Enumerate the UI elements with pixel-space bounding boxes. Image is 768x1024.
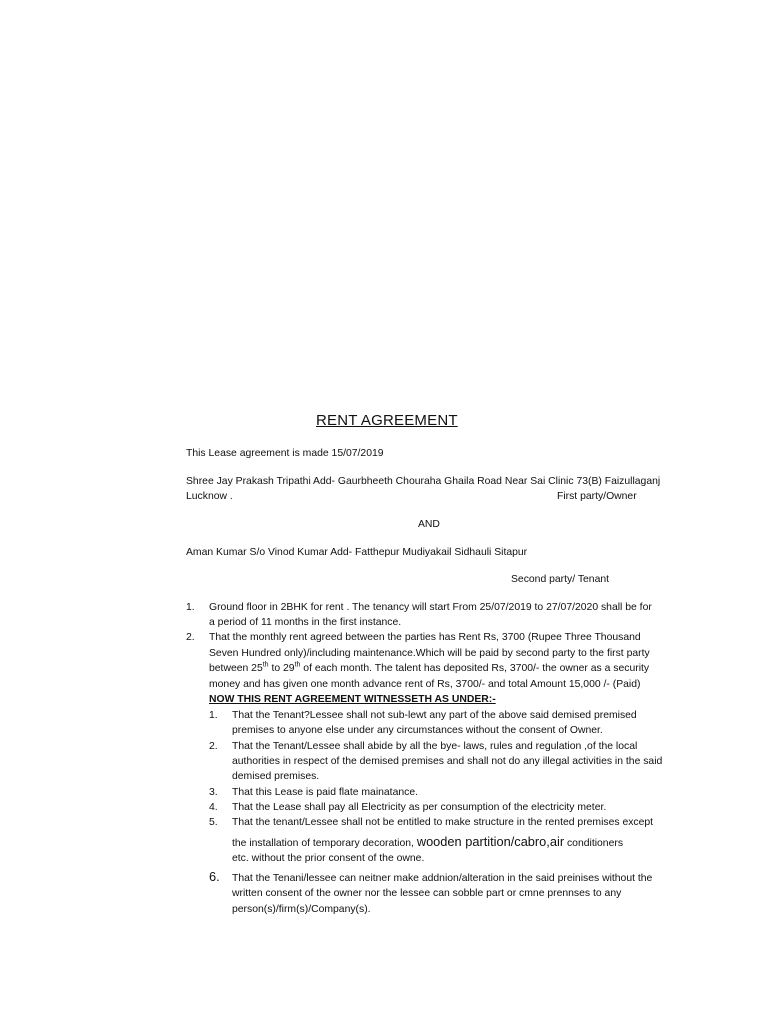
sub-clause-text-line: That the Tenant?Lessee shall not sub-lewt any part of the above said demised premised xyxy=(232,710,637,721)
sub-clause-text-line: That the Tenani/lessee can neitner make addnion/alteration in the said preinises without the xyxy=(232,873,653,884)
second-party-role: Second party/ Tenant xyxy=(511,574,610,585)
sub-clause-text-line xyxy=(232,834,623,851)
sub-clause-text-line: premises to anyone else under any circumstances without the consent of Owner. xyxy=(232,725,603,736)
clause-text-line: a period of 11 months in the first instance. xyxy=(209,617,402,628)
clause-text-line: That the monthly rent agreed between the parties has Rent Rs, 3700 (Rupee Three Thousand xyxy=(209,632,641,643)
first-party-role: First party/Owner xyxy=(557,491,637,502)
text-segment: conditioners xyxy=(564,838,624,849)
clause-text-line xyxy=(209,661,649,676)
text-segment-large: wooden partition/cabro,air xyxy=(416,834,565,849)
sub-clause-text-line: authorities in respect of the demised premises and shall not do any illegal activities in the said xyxy=(232,756,663,767)
sub-clause-text-line: demised premises. xyxy=(232,771,320,782)
clause-text-line: money and has given one month advance rent of Rs, 3700/- and total Amount 15,000 /- (Paid) xyxy=(209,679,641,690)
text-segment: the installation of temporary decoration, xyxy=(232,838,417,849)
clause-text-line: Ground floor in 2BHK for rent . The tenancy will start From 25/07/2019 to 27/07/2020 shall be for xyxy=(209,602,652,613)
first-party-address-line-2: Lucknow . xyxy=(186,491,233,502)
clause-number: 2. xyxy=(186,632,195,643)
sub-clause-text-line: etc. without the prior consent of the owne. xyxy=(232,853,425,864)
sub-clause-number: 1. xyxy=(209,710,218,721)
sub-clause-number: 3. xyxy=(209,787,218,798)
sub-clause-text-line: That this Lease is paid flate mainatance. xyxy=(232,787,418,798)
ordinal-suffix: th xyxy=(294,661,301,669)
document-title: RENT AGREEMENT xyxy=(316,412,458,429)
clause-number: 1. xyxy=(186,602,195,613)
sub-clause-number: 4. xyxy=(209,802,218,813)
sub-clause-number: 2. xyxy=(209,741,218,752)
text-segment: between 25 xyxy=(209,663,263,674)
agreement-date-line: This Lease agreement is made 15/07/2019 xyxy=(186,448,384,459)
witness-heading: NOW THIS RENT AGREEMENT WITNESSETH AS UNDER:- xyxy=(209,694,496,705)
sub-clause-number: 6. xyxy=(209,869,220,884)
sub-clause-text-line: person(s)/firm(s)/Company(s). xyxy=(232,904,371,915)
and-separator: AND xyxy=(418,519,440,530)
first-party-address-line-1: Shree Jay Prakash Tripathi Add- Gaurbheeth Chouraha Ghaila Road Near Sai Clinic 73(B) Faizullaganj xyxy=(186,476,661,487)
second-party-address: Aman Kumar S/o Vinod Kumar Add- Fatthepur Mudiyakail Sidhauli Sitapur xyxy=(186,547,528,558)
text-segment: to 29 xyxy=(268,663,295,674)
sub-clause-text-line: That the tenant/Lessee shall not be entitled to make structure in the rented premises except xyxy=(232,817,654,828)
sub-clause-text-line: That the Tenant/Lessee shall abide by all the bye- laws, rules and regulation ,of the local xyxy=(232,741,638,752)
sub-clause-text-line: That the Lease shall pay all Electricity as per consumption of the electricity meter. xyxy=(232,802,607,813)
sub-clause-text-line: written consent of the owner nor the lessee can sobble part or cmne prennses to any xyxy=(232,888,622,899)
clause-text-line: Seven Hundred only)/including maintenance.Which will be paid by second party to the first party xyxy=(209,648,650,659)
sub-clause-number: 5. xyxy=(209,817,218,828)
text-segment: of each month. The talent has deposited Rs, 3700/- the owner as a security xyxy=(300,663,650,674)
ordinal-suffix: th xyxy=(262,661,269,669)
